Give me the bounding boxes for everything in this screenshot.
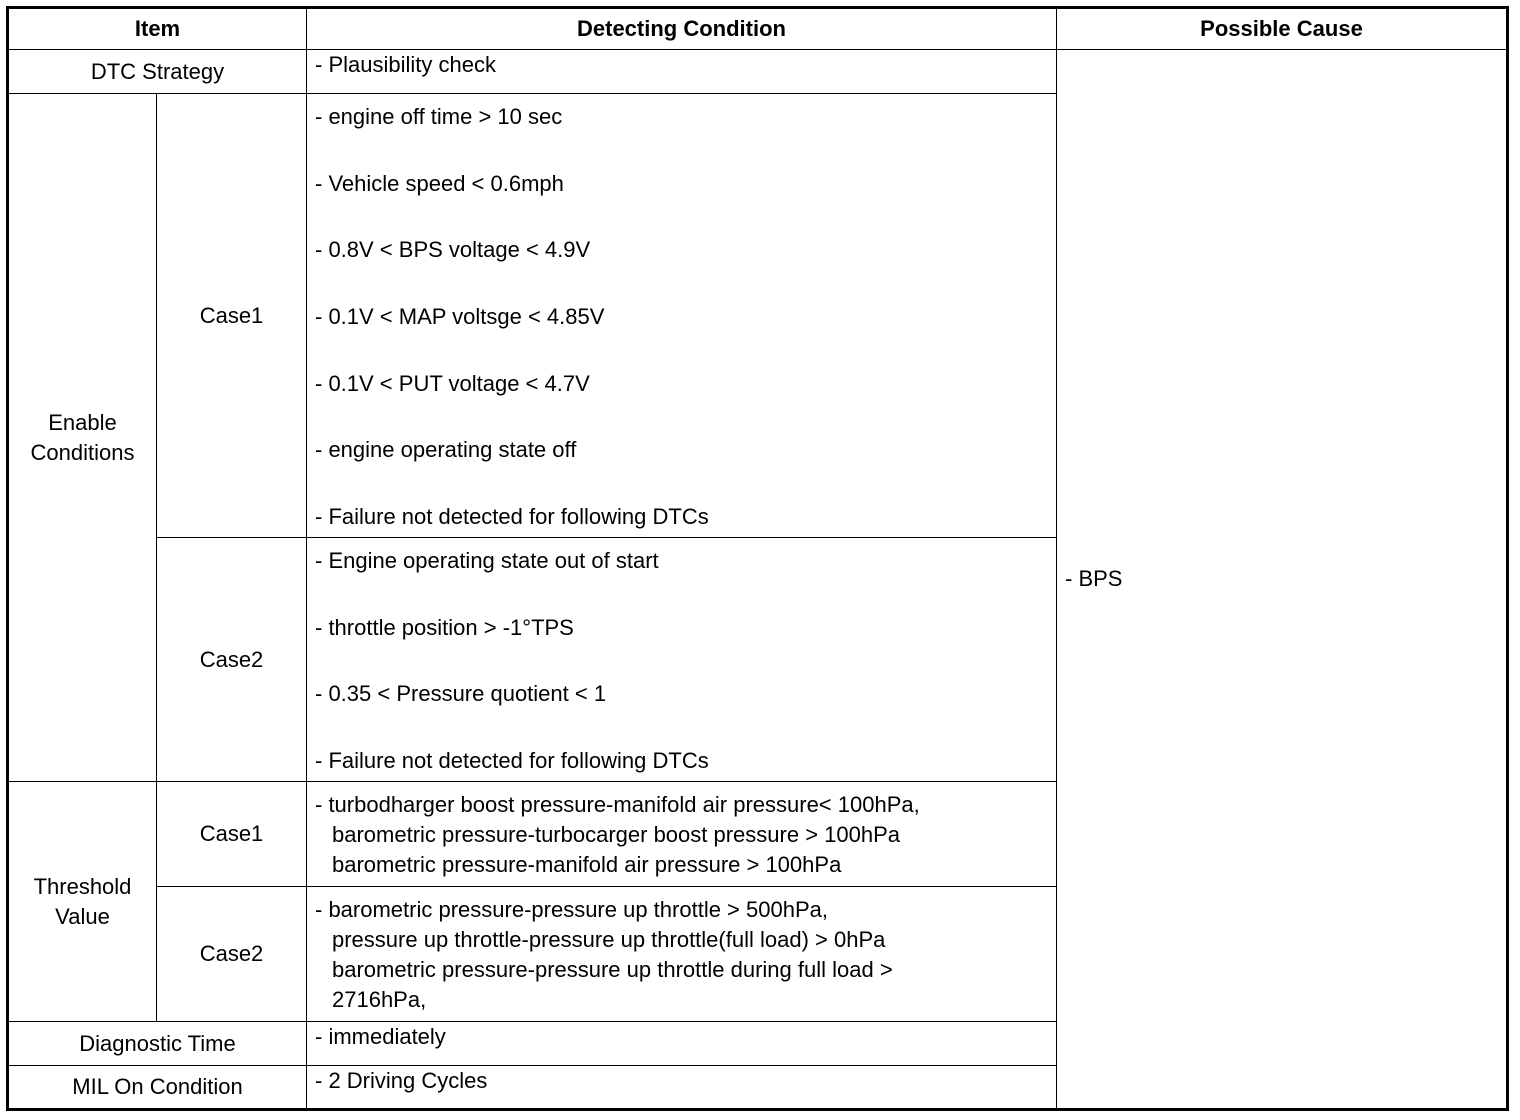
condition-line: pressure up throttle-pressure up throttle(full load) > 0hPa bbox=[332, 927, 886, 952]
condition-line: barometric pressure-turbocarger boost pressure > 100hPa bbox=[332, 822, 901, 847]
enable-case1-conditions bbox=[307, 94, 1057, 538]
condition-line: - 0.8V < BPS voltage < 4.9V bbox=[315, 237, 591, 263]
header-detecting-condition: Detecting Condition bbox=[307, 8, 1057, 50]
condition-line: - turbodharger boost pressure-manifold air pressure< 100hPa, bbox=[315, 792, 920, 817]
condition-line: - throttle position > -1°TPS bbox=[315, 614, 574, 640]
condition-line: barometric pressure-pressure up throttle during full load > bbox=[332, 957, 893, 982]
diagnostic-time-label: Diagnostic Time bbox=[8, 1022, 307, 1066]
row-dtc-strategy bbox=[8, 50, 1508, 94]
condition-line: - Engine operating state out of start bbox=[315, 548, 659, 573]
threshold-case1-conditions bbox=[307, 782, 1057, 887]
condition-line: - 0.1V < PUT voltage < 4.7V bbox=[315, 370, 590, 396]
dtc-strategy-label: DTC Strategy bbox=[8, 50, 307, 94]
dtc-strategy-condition: - Plausibility check bbox=[307, 50, 1057, 94]
enable-case2-label: Case2 bbox=[157, 538, 307, 782]
enable-case2-conditions bbox=[307, 538, 1057, 782]
mil-on-condition-label: MIL On Condition bbox=[8, 1066, 307, 1110]
enable-case1-label: Case1 bbox=[157, 94, 307, 538]
threshold-label-line1: Threshold bbox=[33, 873, 132, 899]
enable-conditions-label-line1: Enable bbox=[48, 409, 117, 435]
enable-conditions-label bbox=[8, 94, 157, 782]
threshold-case1-label: Case1 bbox=[157, 782, 307, 887]
mil-on-condition-value: - 2 Driving Cycles bbox=[307, 1066, 1057, 1110]
header-possible-cause: Possible Cause bbox=[1057, 8, 1508, 50]
condition-line: - engine off time > 10 sec bbox=[315, 104, 563, 129]
diagnostic-time-condition: - immediately bbox=[307, 1022, 1057, 1066]
threshold-label-line2: Value bbox=[55, 903, 110, 929]
header-row bbox=[8, 8, 1508, 50]
condition-line: - 0.35 < Pressure quotient < 1 bbox=[315, 681, 607, 707]
possible-cause-cell: - BPS bbox=[1057, 50, 1508, 1110]
dtc-table-container bbox=[6, 6, 1506, 1113]
condition-line: - Failure not detected for following DTCs bbox=[315, 748, 709, 774]
enable-conditions-label-line2: Conditions bbox=[30, 439, 135, 465]
condition-line: - barometric pressure-pressure up throttle > 500hPa, bbox=[315, 897, 828, 922]
condition-line: - engine operating state off bbox=[315, 437, 577, 463]
condition-line: - 0.1V < MAP voltsge < 4.85V bbox=[315, 304, 605, 330]
threshold-case2-conditions bbox=[307, 887, 1057, 1022]
condition-line: 2716hPa, bbox=[332, 987, 427, 1012]
condition-line: - Failure not detected for following DTCs bbox=[315, 504, 709, 530]
header-item: Item bbox=[8, 8, 307, 50]
condition-line: - Vehicle speed < 0.6mph bbox=[315, 170, 564, 196]
threshold-case2-label: Case2 bbox=[157, 887, 307, 1022]
threshold-value-label bbox=[8, 782, 157, 1022]
condition-line: barometric pressure-manifold air pressure > 100hPa bbox=[332, 852, 842, 877]
dtc-table bbox=[6, 6, 1509, 1111]
